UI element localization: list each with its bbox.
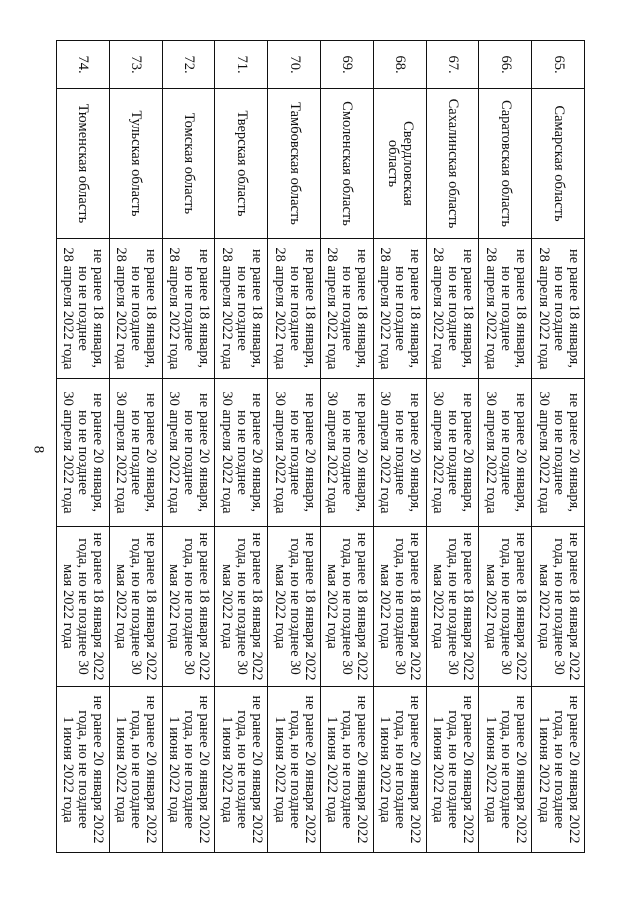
schedule-table bbox=[56, 40, 585, 853]
cell-line: не ранее 20 января, bbox=[354, 393, 371, 512]
period-2-cell bbox=[268, 379, 321, 527]
cell-line: Томская область bbox=[181, 112, 198, 215]
cell-line: Тверская область bbox=[233, 110, 250, 217]
cell-line: года, но не позднее bbox=[550, 710, 567, 829]
cell-line: не ранее 18 января, bbox=[143, 249, 160, 368]
period-2-cell bbox=[479, 379, 532, 527]
period-2-cell bbox=[162, 379, 215, 527]
cell-line: не ранее 18 января, bbox=[407, 249, 424, 368]
region-cell bbox=[215, 89, 268, 239]
cell-line: мая 2022 года bbox=[482, 564, 499, 649]
cell-line: но не позднее bbox=[286, 266, 303, 351]
cell-line: но не позднее bbox=[75, 410, 92, 495]
cell-line: года, но не позднее bbox=[233, 710, 250, 829]
period-3-cell bbox=[532, 527, 585, 687]
period-1-cell bbox=[532, 239, 585, 379]
page-number: 8 bbox=[30, 445, 47, 454]
cell-line: года, но не позднее bbox=[339, 710, 356, 829]
cell-line: года, но не позднее bbox=[445, 710, 462, 829]
cell-line: но не позднее bbox=[233, 266, 250, 351]
cell-line: года, но не позднее bbox=[392, 710, 409, 829]
period-2-cell bbox=[57, 379, 110, 527]
period-1-cell bbox=[109, 239, 162, 379]
period-1-cell bbox=[57, 239, 110, 379]
table-row bbox=[57, 41, 110, 853]
row-number: 72. bbox=[162, 41, 215, 89]
cell-line: Свердловская bbox=[399, 121, 416, 206]
period-4-cell bbox=[57, 687, 110, 853]
cell-line: 30 апреля 2022 года bbox=[271, 391, 288, 514]
cell-line: не ранее 20 января, bbox=[196, 393, 213, 512]
cell-line: 30 апреля 2022 года bbox=[535, 391, 552, 514]
cell-line: область bbox=[384, 139, 401, 188]
cell-line: 30 апреля 2022 года bbox=[60, 391, 77, 514]
period-4-cell bbox=[532, 687, 585, 853]
period-1-cell bbox=[215, 239, 268, 379]
period-1-cell bbox=[268, 239, 321, 379]
cell-line: 1 июня 2022 года bbox=[166, 716, 183, 823]
cell-line: не ранее 20 января 2022 bbox=[407, 695, 424, 844]
cell-line: 28 апреля 2022 года bbox=[60, 247, 77, 370]
cell-line: не ранее 20 января 2022 bbox=[248, 695, 265, 844]
table-rotator bbox=[57, 40, 585, 852]
cell-line: но не позднее bbox=[497, 410, 514, 495]
cell-line: 28 апреля 2022 года bbox=[482, 247, 499, 370]
cell-line: года, но не позднее 30 bbox=[286, 538, 303, 675]
period-3-cell bbox=[321, 527, 374, 687]
cell-line: Тюменская область bbox=[75, 103, 92, 224]
cell-line: года, но не позднее 30 bbox=[339, 538, 356, 675]
table-body bbox=[57, 41, 585, 853]
region-cell bbox=[57, 89, 110, 239]
cell-line: года, но не позднее bbox=[75, 710, 92, 829]
cell-line: но не позднее bbox=[550, 266, 567, 351]
row-number: 69. bbox=[321, 41, 374, 89]
cell-line: 28 апреля 2022 года bbox=[271, 247, 288, 370]
cell-line: но не позднее bbox=[497, 266, 514, 351]
cell-line: не ранее 18 января, bbox=[565, 249, 582, 368]
cell-line: но не позднее bbox=[550, 410, 567, 495]
cell-line: Тамбовская область bbox=[286, 102, 303, 225]
cell-line: не ранее 18 января, bbox=[90, 249, 107, 368]
row-number: 65. bbox=[532, 41, 585, 89]
cell-line: но не позднее bbox=[339, 266, 356, 351]
row-number: 66. bbox=[479, 41, 532, 89]
cell-line: не ранее 18 января, bbox=[248, 249, 265, 368]
cell-line: не ранее 20 января 2022 bbox=[354, 695, 371, 844]
cell-line: 1 июня 2022 года bbox=[60, 716, 77, 823]
period-4-cell bbox=[479, 687, 532, 853]
cell-line: мая 2022 года bbox=[113, 564, 130, 649]
cell-line: 28 апреля 2022 года bbox=[218, 247, 235, 370]
period-2-cell bbox=[321, 379, 374, 527]
period-1-cell bbox=[426, 239, 479, 379]
cell-line: не ранее 20 января, bbox=[90, 393, 107, 512]
region-cell bbox=[426, 89, 479, 239]
period-1-cell bbox=[479, 239, 532, 379]
cell-line: года, но не позднее 30 bbox=[181, 538, 198, 675]
cell-line: года, но не позднее 30 bbox=[75, 538, 92, 675]
cell-line: не ранее 18 января, bbox=[512, 249, 529, 368]
cell-line: Саратовская область bbox=[497, 100, 514, 227]
cell-line: но не позднее bbox=[181, 266, 198, 351]
cell-line: 1 июня 2022 года bbox=[535, 716, 552, 823]
cell-line: 30 апреля 2022 года bbox=[218, 391, 235, 514]
cell-line: мая 2022 года bbox=[377, 564, 394, 649]
cell-line: мая 2022 года bbox=[271, 564, 288, 649]
row-number: 67. bbox=[426, 41, 479, 89]
cell-line: не ранее 18 января 2022 bbox=[90, 532, 107, 681]
cell-line: не ранее 20 января 2022 bbox=[301, 695, 318, 844]
cell-line: мая 2022 года bbox=[430, 564, 447, 649]
table-row bbox=[321, 41, 374, 853]
cell-line: но не позднее bbox=[445, 410, 462, 495]
cell-line: 30 апреля 2022 года bbox=[113, 391, 130, 514]
cell-line: 28 апреля 2022 года bbox=[377, 247, 394, 370]
cell-line: 1 июня 2022 года bbox=[377, 716, 394, 823]
period-1-cell bbox=[373, 239, 426, 379]
cell-line: не ранее 20 января 2022 bbox=[196, 695, 213, 844]
cell-line: 1 июня 2022 года bbox=[113, 716, 130, 823]
cell-line: не ранее 20 января, bbox=[512, 393, 529, 512]
region-cell bbox=[479, 89, 532, 239]
cell-line: не ранее 18 января, bbox=[354, 249, 371, 368]
cell-line: не ранее 20 января, bbox=[460, 393, 477, 512]
period-3-cell bbox=[373, 527, 426, 687]
cell-line: но не позднее bbox=[286, 410, 303, 495]
cell-line: но не позднее bbox=[128, 410, 145, 495]
period-4-cell bbox=[109, 687, 162, 853]
cell-line: но не позднее bbox=[233, 410, 250, 495]
cell-line: 30 апреля 2022 года bbox=[430, 391, 447, 514]
cell-line: года, но не позднее 30 bbox=[497, 538, 514, 675]
cell-line: Тульская область bbox=[128, 110, 145, 217]
cell-line: не ранее 18 января 2022 bbox=[196, 532, 213, 681]
cell-line: года, но не позднее bbox=[128, 710, 145, 829]
period-3-cell bbox=[426, 527, 479, 687]
cell-line: не ранее 20 января, bbox=[407, 393, 424, 512]
cell-line: но не позднее bbox=[392, 410, 409, 495]
cell-line: 28 апреля 2022 года bbox=[324, 247, 341, 370]
cell-line: 30 апреля 2022 года bbox=[377, 391, 394, 514]
period-1-cell bbox=[162, 239, 215, 379]
period-4-cell bbox=[426, 687, 479, 853]
table-row bbox=[479, 41, 532, 853]
cell-line: но не позднее bbox=[181, 410, 198, 495]
cell-line: 28 апреля 2022 года bbox=[535, 247, 552, 370]
period-3-cell bbox=[162, 527, 215, 687]
cell-line: не ранее 20 января 2022 bbox=[143, 695, 160, 844]
cell-line: года, но не позднее 30 bbox=[233, 538, 250, 675]
period-3-cell bbox=[109, 527, 162, 687]
row-number: 70. bbox=[268, 41, 321, 89]
cell-line: не ранее 20 января, bbox=[565, 393, 582, 512]
cell-line: года, но не позднее bbox=[181, 710, 198, 829]
cell-line: Самарская область bbox=[550, 105, 567, 222]
cell-line: года, но не позднее 30 bbox=[550, 538, 567, 675]
cell-line: мая 2022 года bbox=[166, 564, 183, 649]
cell-line: не ранее 18 января 2022 bbox=[301, 532, 318, 681]
cell-line: не ранее 18 января, bbox=[460, 249, 477, 368]
cell-line: не ранее 20 января 2022 bbox=[90, 695, 107, 844]
period-3-cell bbox=[57, 527, 110, 687]
cell-line: 1 июня 2022 года bbox=[482, 716, 499, 823]
cell-line: 30 апреля 2022 года bbox=[482, 391, 499, 514]
cell-line: года, но не позднее 30 bbox=[392, 538, 409, 675]
cell-line: 1 июня 2022 года bbox=[271, 716, 288, 823]
cell-line: мая 2022 года bbox=[218, 564, 235, 649]
period-2-cell bbox=[215, 379, 268, 527]
cell-line: не ранее 20 января, bbox=[301, 393, 318, 512]
cell-line: не ранее 18 января 2022 bbox=[460, 532, 477, 681]
cell-line: года, но не позднее bbox=[497, 710, 514, 829]
row-number: 68. bbox=[373, 41, 426, 89]
cell-line: 30 апреля 2022 года bbox=[324, 391, 341, 514]
region-cell bbox=[268, 89, 321, 239]
cell-line: но не позднее bbox=[392, 266, 409, 351]
table-row bbox=[215, 41, 268, 853]
period-2-cell bbox=[426, 379, 479, 527]
period-4-cell bbox=[321, 687, 374, 853]
period-3-cell bbox=[215, 527, 268, 687]
cell-line: не ранее 18 января, bbox=[301, 249, 318, 368]
period-4-cell bbox=[373, 687, 426, 853]
cell-line: Сахалинская область bbox=[445, 98, 462, 229]
cell-line: 30 апреля 2022 года bbox=[166, 391, 183, 514]
cell-line: Смоленская область bbox=[339, 101, 356, 226]
period-2-cell bbox=[373, 379, 426, 527]
cell-line: не ранее 20 января, bbox=[143, 393, 160, 512]
cell-line: мая 2022 года bbox=[535, 564, 552, 649]
table-row bbox=[426, 41, 479, 853]
cell-line: года, но не позднее 30 bbox=[445, 538, 462, 675]
region-cell bbox=[373, 89, 426, 239]
region-cell bbox=[532, 89, 585, 239]
row-number: 73. bbox=[109, 41, 162, 89]
cell-line: не ранее 18 января 2022 bbox=[354, 532, 371, 681]
period-3-cell bbox=[268, 527, 321, 687]
row-number: 71. bbox=[215, 41, 268, 89]
cell-line: но не позднее bbox=[445, 266, 462, 351]
period-2-cell bbox=[532, 379, 585, 527]
cell-line: года, но не позднее 30 bbox=[128, 538, 145, 675]
cell-line: 1 июня 2022 года bbox=[324, 716, 341, 823]
table-row bbox=[268, 41, 321, 853]
period-1-cell bbox=[321, 239, 374, 379]
period-3-cell bbox=[479, 527, 532, 687]
cell-line: не ранее 18 января 2022 bbox=[143, 532, 160, 681]
table-row bbox=[532, 41, 585, 853]
period-4-cell bbox=[268, 687, 321, 853]
period-4-cell bbox=[215, 687, 268, 853]
cell-line: не ранее 20 января, bbox=[248, 393, 265, 512]
cell-line: не ранее 18 января 2022 bbox=[565, 532, 582, 681]
cell-line: не ранее 20 января 2022 bbox=[512, 695, 529, 844]
cell-line: года, но не позднее bbox=[286, 710, 303, 829]
cell-line: не ранее 18 января 2022 bbox=[248, 532, 265, 681]
cell-line: но не позднее bbox=[128, 266, 145, 351]
cell-line: не ранее 20 января 2022 bbox=[460, 695, 477, 844]
cell-line: не ранее 20 января 2022 bbox=[565, 695, 582, 844]
cell-line: 1 июня 2022 года bbox=[218, 716, 235, 823]
cell-line: 1 июня 2022 года bbox=[430, 716, 447, 823]
cell-line: мая 2022 года bbox=[324, 564, 341, 649]
cell-line: но не позднее bbox=[339, 410, 356, 495]
table-row bbox=[162, 41, 215, 853]
cell-line: не ранее 18 января 2022 bbox=[407, 532, 424, 681]
period-4-cell bbox=[162, 687, 215, 853]
cell-line: мая 2022 года bbox=[60, 564, 77, 649]
cell-line: но не позднее bbox=[75, 266, 92, 351]
cell-line: 28 апреля 2022 года bbox=[166, 247, 183, 370]
cell-line: не ранее 18 января, bbox=[196, 249, 213, 368]
table-row bbox=[373, 41, 426, 853]
row-number: 74. bbox=[57, 41, 110, 89]
cell-line: 28 апреля 2022 года bbox=[430, 247, 447, 370]
region-cell bbox=[321, 89, 374, 239]
table-row bbox=[109, 41, 162, 853]
cell-line: 28 апреля 2022 года bbox=[113, 247, 130, 370]
region-cell bbox=[109, 89, 162, 239]
region-cell bbox=[162, 89, 215, 239]
period-2-cell bbox=[109, 379, 162, 527]
cell-line: не ранее 18 января 2022 bbox=[512, 532, 529, 681]
